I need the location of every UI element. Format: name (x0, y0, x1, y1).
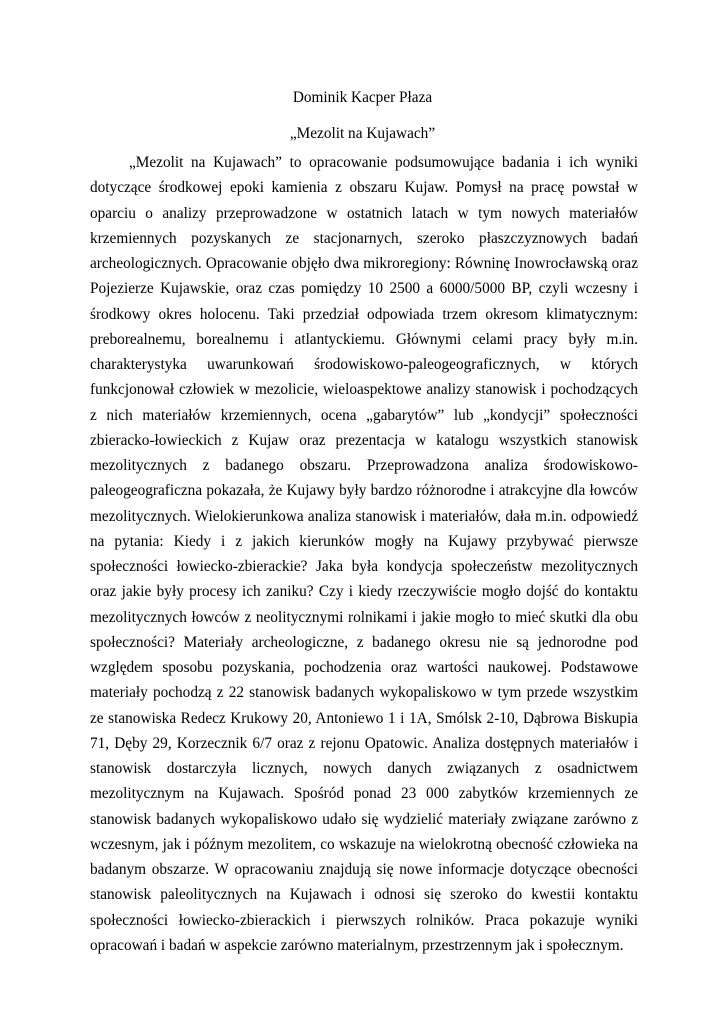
author-name: Dominik Kacper Płaza (292, 89, 433, 106)
document-title: „Mezolit na Kujawach” (289, 125, 436, 142)
abstract-paragraph: „Mezolit na Kujawach” to opracowanie podsumowujące badania i ich wyniki dotyczące środkowej epoki kamienia z obszaru Kujaw. Pomysł na pracę powstał w oparciu o analizy przeprowadzone w ostatnich latach w tym nowych materiałów krzemiennych pozyskanych ze stacjonarnych, szeroko płaszczyznowych badań archeologicznych. Opracowanie objęło dwa mikroregiony: Równinę Inowrocławską oraz Pojezierze Kujawskie, oraz czas pomiędzy 10 2500 a 6000/5000 BP, czyli wczesny i środkowy okres holocenu. Taki przedział odpowiada trzem okresom klimatycznym: preborealnemu, borealnemu i atlantyckiemu. Głównymi celami pracy były m.in. charakterystyka uwarunkowań środowiskowo-paleogeograficznych, w których funkcjonował człowiek w mezolicie, wieloaspektowe analizy stanowisk i pochodzących z nich materiałów krzemiennych, ocena „gabarytów” lub „kondycji” społeczności zbieracko-łowieckich z Kujaw oraz prezentacja w katalogu wszystkich stanowisk mezolitycznych z badanego obszaru. Przeprowadzona analiza środowiskowo-paleogeograficzna pokazała, że Kujawy były bardzo różnorodne i atrakcyjne dla łowców mezolitycznych. Wielokierunkowa analiza stanowisk i materiałów, dała m.in. odpowiedź na pytania: Kiedy i z jakich kierunków mogły na Kujawy przybywać pierwsze społeczności łowiecko-zbierackie? Jaka była kondycja społeczeństw mezolitycznych oraz jakie były procesy ich zaniku? Czy i kiedy rzeczywiście mogło dojść do kontaktu mezolitycznych łowców z neolitycznymi rolnikami i jakie mogło to mieć skutki dla obu społeczności? Materiały archeologiczne, z badanego okresu nie są jednorodne pod względem sposobu pozyskania, pochodzenia oraz wartości naukowej. Podstawowe materiały pochodzą z 22 stanowisk badanych wykopaliskowo w tym przede wszystkim ze stanowiska Redecz Krukowy 20, Antoniewo 1 i 1A, Smólsk 2-10, Dąbrowa Biskupia 71, Dęby 29, Korzecznik 6/7 oraz z rejonu Opatowic. Analiza dostępnych materiałów i stanowisk dostarczyła licznych, nowych danych związanych z osadnictwem mezolitycznym na Kujawach. Spośród ponad 23 000 zabytków krzemiennych ze stanowisk badanych wykopaliskowo udało się wydzielić materiały związane zarówno z wczesnym, jak i późnym mezolitem, co wskazuje na wielokrotną obecność człowieka na badanym obszarze. W opracowaniu znajdują się nowe informacje dotyczące obecności stanowisk paleolitycznych na Kujawach i odnosi się szeroko do kwestii kontaktu społeczności łowiecko-zbierackich i pierwszych rolników. Praca pokazuje wyniki opracowań i badań w aspekcie zarówno materialnym, przestrzennym jak i społecznym. (90, 154, 638, 954)
